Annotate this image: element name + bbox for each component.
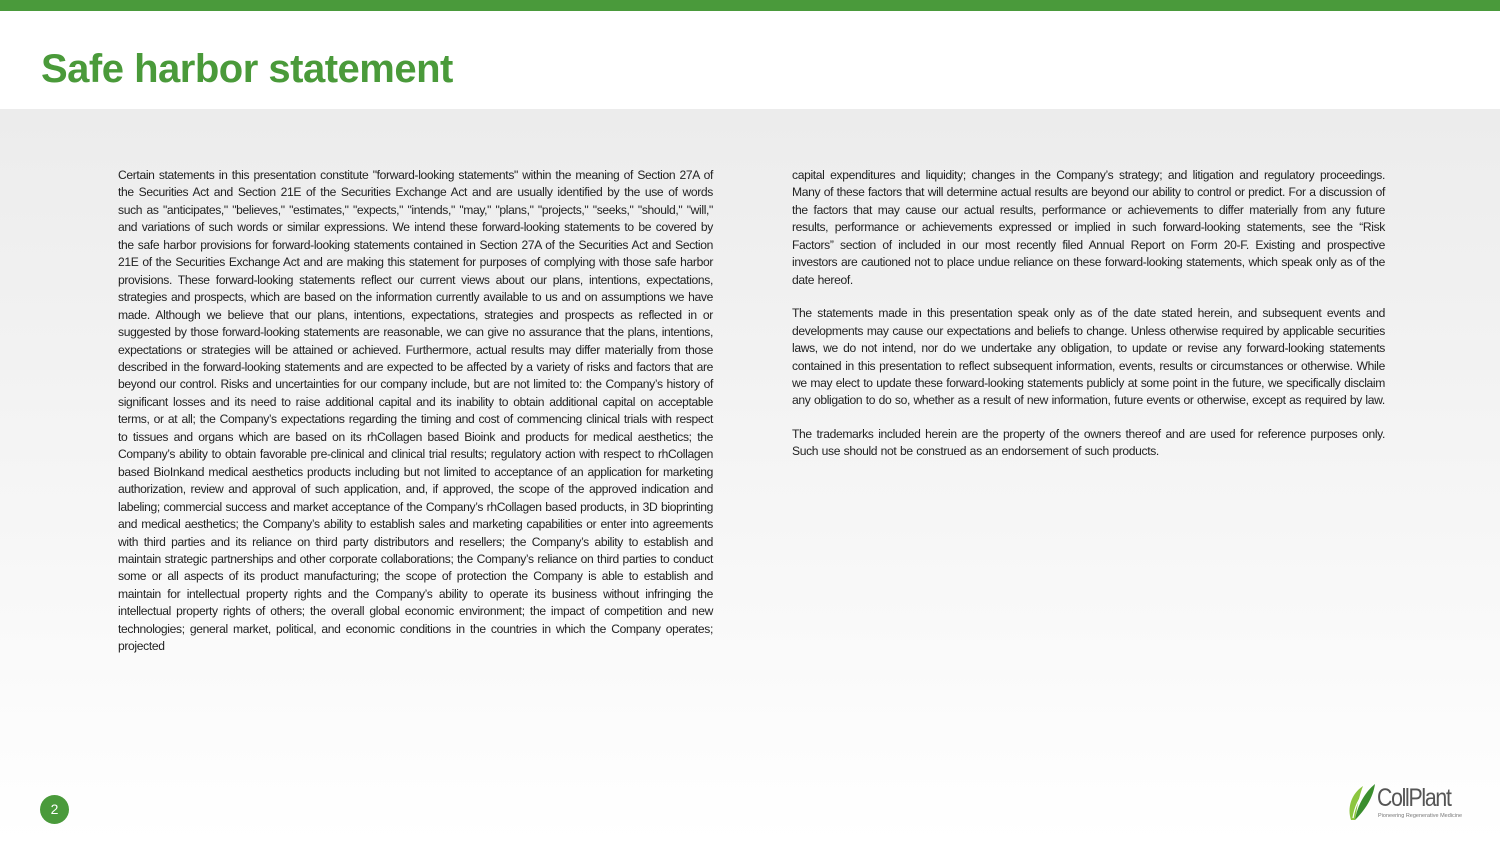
disclaimer-paragraph: Certain statements in this presentation constitute "forward-looking statements" within the meaning of Section 27A of the Securities Act and Section 21E of the Securities Exchange Act and are usually identified by the use of words such as "anticipates," "believes," "estimates," "expects," "intends," "may," "plans," "projects," "seeks," "should," "will," and variations of such words or similar expressions. We intend these forward-looking statements to be covered by the safe harbor provisions for forward-looking statements contained in Section 27A of the Securities Act and Section 21E of the Securities Exchange Act and are making this statement for purposes of complying with those safe harbor provisions. These forward-looking statements reflect our current views about our plans, intentions, expectations, strategies and prospects, which are based on the information currently available to us and on assumptions we have made. Although we believe that our plans, intentions, expectations, strategies and prospects as reflected in or suggested by those forward-looking statements are reasonable, we can give no assurance that the plans, intentions, expectations or strategies will be attained or achieved. Furthermore, actual results may differ materially from those described in the forward-looking statements and are expected to be affected by a variety of risks and factors that are beyond our control. Risks and uncertainties for our company include, but are not limited to: the Company’s history of significant losses and its need to raise additional capital and its inability to obtain additional capital on acceptable terms, or at all; the Company’s expectations regarding the timing and cost of commencing clinical trials with respect to tissues and organs which are based on its rhCollagen based Bioink and products for medical aesthetics; the Company’s ability to obtain favorable pre-clinical and clinical trial results; regulatory action with respect to rhCollagen based BioInkand medical aesthetics products including but not limited to acceptance of an application for marketing authorization, review and approval of such application, and, if approved, the scope of the approved indication and labeling; commercial success and market acceptance of the Company’s rhCollagen based products, in 3D bioprinting and medical aesthetics; the Company’s ability to establish sales and marketing capabilities or enter into agreements with third parties and its reliance on third party distributors and resellers; the Company’s ability to establish and maintain strategic partnerships and other corporate collaborations; the Company’s reliance on third parties to conduct some or all aspects of its product manufacturing; the scope of protection the Company is able to establish and maintain for intellectual property rights and the Company’s ability to operate its business without infringing the intellectual property rights of others; the overall global economic environment; the impact of competition and new technologies; general market, political, and economic conditions in the countries in which the Company operates; projected (118, 168, 713, 654)
disclaimer-paragraph: The statements made in this presentation speak only as of the date stated herein, and subsequent events and developments may cause our expectations and beliefs to change. Unless otherwise required by applicable securities laws, we do not intend, nor do we undertake any obligation, to update or revise any forward-looking statements contained in this presentation to reflect subsequent information, events, results or circumstances or otherwise. While we may elect to update these forward-looking statements publicly at some point in the future, we specifically disclaim any obligation to do so, whether as a result of new information, future events or otherwise, except as required by law. (792, 306, 1385, 408)
logo-tagline: Pioneering Regenerative Medicine (1378, 813, 1463, 819)
slide-title: Safe harbor statement (41, 47, 453, 91)
leaf-logo-icon (1345, 780, 1377, 824)
right-text-column (792, 167, 1385, 477)
page-number-badge: 2 (40, 795, 69, 824)
top-accent-bar (0, 0, 1500, 11)
disclaimer-paragraph: capital expenditures and liquidity; changes in the Company’s strategy; and litigation and regulatory proceedings. Many of these factors that will determine actual results are beyond our ability to control or predict. For a discussion of the factors that may cause our actual results, performance or achievements to differ materially from any future results, performance or achievements expressed or implied in such forward-looking statements, see the “Risk Factors” section of included in our most recently filed Annual Report on Form 20-F. Existing and prospective investors are cautioned not to place undue reliance on these forward-looking statements, which speak only as of the date hereof. (792, 168, 1385, 287)
logo-wordmark: CollPlant (1377, 784, 1451, 812)
trademark-paragraph: The trademarks included herein are the property of the owners thereof and are used for reference purposes only. Such use should not be construed as an endorsement of such products. (792, 426, 1385, 459)
collplant-logo (1345, 780, 1463, 824)
slide-header (0, 11, 1500, 109)
left-text-column (118, 167, 713, 672)
